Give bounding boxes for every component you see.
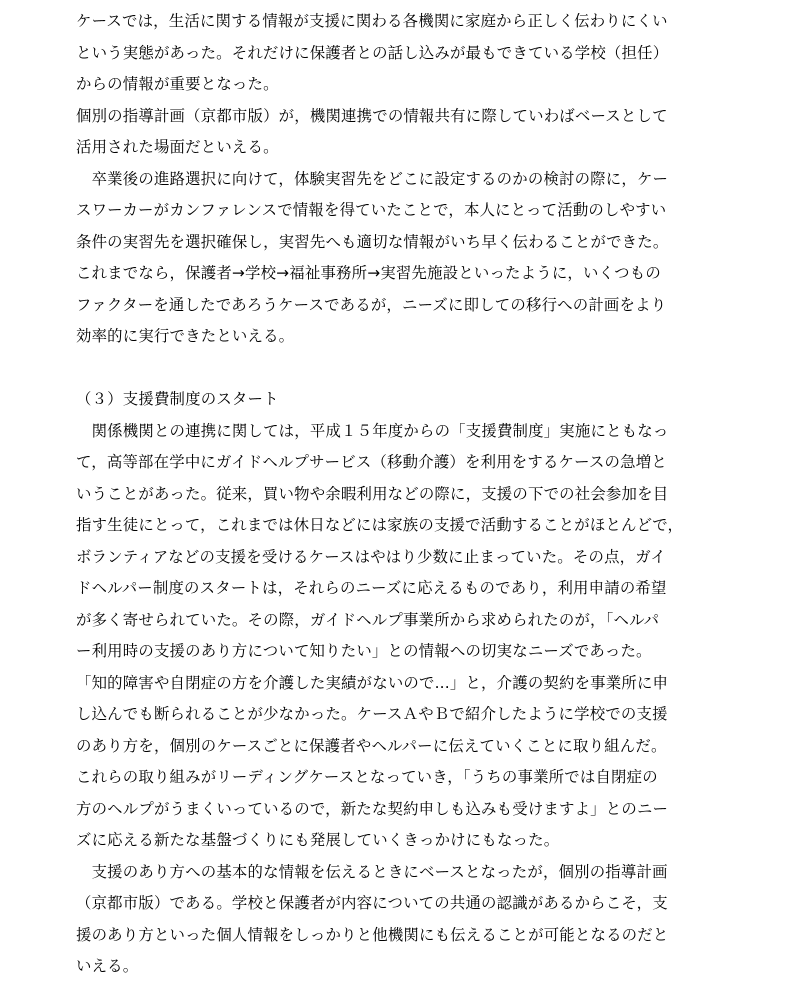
text-line: 支援のあり方への基本的な情報を伝えるときにベースとなったが，個別の指導計画	[76, 862, 668, 881]
text-line: ボランティアなどの支援を受けるケースはやはり少数に止まっていた。その点，ガイ	[76, 547, 666, 566]
text-line: し込んでも断られることが少なかった。ケースＡやＢで紹介したように学校での支援	[76, 705, 668, 723]
text-line: 卒業後の進路選択に向けて，体験実習先をどこに設定するのかの検討の際に，ケー	[76, 169, 669, 188]
text-line: 「知的障害や自閉症の方を介護した実績がないので...」と，介護の契約を事業所に申	[76, 673, 669, 692]
text-line: スワーカーがカンファレンスで情報を得ていたことで，本人にとって活動のしやすい	[76, 201, 667, 219]
text-line: ファクターを通したであろうケースであるが，ニーズに即しての移行への計画をより	[76, 295, 667, 314]
text-line: という実態があった。それだけに保護者との話し込みが最もできている学校（担任）	[76, 43, 669, 62]
text-line: ケースでは，生活に関する情報が支援に関わる各機関に家庭から正しく伝わりにくい	[76, 12, 668, 30]
paragraph-individual-plan	[76, 101, 726, 164]
text-line: ドヘルパー制度のスタートは，それらのニーズに応えるものであり，利用申請の希望	[76, 579, 667, 597]
paragraph-career-selection	[76, 164, 726, 353]
text-line: からの情報が重要となった。	[76, 75, 279, 93]
paragraph-family-info	[76, 6, 726, 101]
text-line: これらの取り組みがリーディングケースとなっていき，「うちの事業所では自閉症の	[76, 768, 658, 786]
paragraph-basic-info	[76, 857, 726, 983]
text-line: ズに応える新たな基盤づくりにも発展していくきっかけにもなった。	[76, 831, 560, 849]
text-line: 個別の指導計画（京都市版）が，機関連携での情報共有に際していわばベースとして	[76, 106, 668, 125]
text-line: いうことがあった。従来，買い物や余暇利用などの際に，支援の下での社会参加を目	[76, 484, 669, 503]
document-body	[76, 6, 726, 983]
text-line: 効率的に実行できたといえる。	[76, 327, 295, 345]
text-line: 活用された場面だといえる。	[76, 138, 279, 156]
text-line: 条件の実習先を選択確保し，実習先へも適切な情報がいち早く伝わることができた。	[76, 232, 669, 251]
text-line: ー利用時の支援のあり方について知りたい」との情報への切実なニーズであった。	[76, 642, 652, 660]
heading-text: （３）支援費制度のスタート	[76, 390, 279, 408]
section-heading	[76, 384, 726, 416]
text-line: いえる。	[76, 957, 139, 975]
paragraph-support-system	[76, 416, 726, 857]
text-line: 関係機関との連携に関しては，平成１５年度からの「支援費制度」実施にともなっ	[76, 421, 669, 440]
blank-line	[76, 353, 726, 385]
text-line: のあり方を，個別のケースごとに保護者やヘルパーに伝えていくことに取り組んだ。	[76, 736, 667, 755]
text-line: て，高等部在学中にガイドヘルプサービス（移動介護）を利用をするケースの急増と	[76, 453, 667, 471]
text-line: これまでなら，保護者→学校→福祉事務所→実習先施設といったように，いくつもの	[76, 264, 661, 282]
text-line: 方のヘルプがうまくいっているので，新たな契約申しも込みも受けますよ」とのニー	[76, 799, 669, 818]
text-line: （京都市版）である。学校と保護者が内容についての共通の認識があるからこそ，支	[76, 894, 668, 912]
text-line: 指す生徒にとって，これまでは休日などには家族の支援で活動することがほとんどで，	[76, 516, 684, 534]
text-line: が多く寄せられていた。その際，ガイドヘルプ事業所から求められたのが，「ヘルパ	[76, 610, 660, 629]
text-line: 援のあり方といった個人情報をしっかりと他機関にも伝えることが可能となるのだと	[76, 925, 669, 944]
